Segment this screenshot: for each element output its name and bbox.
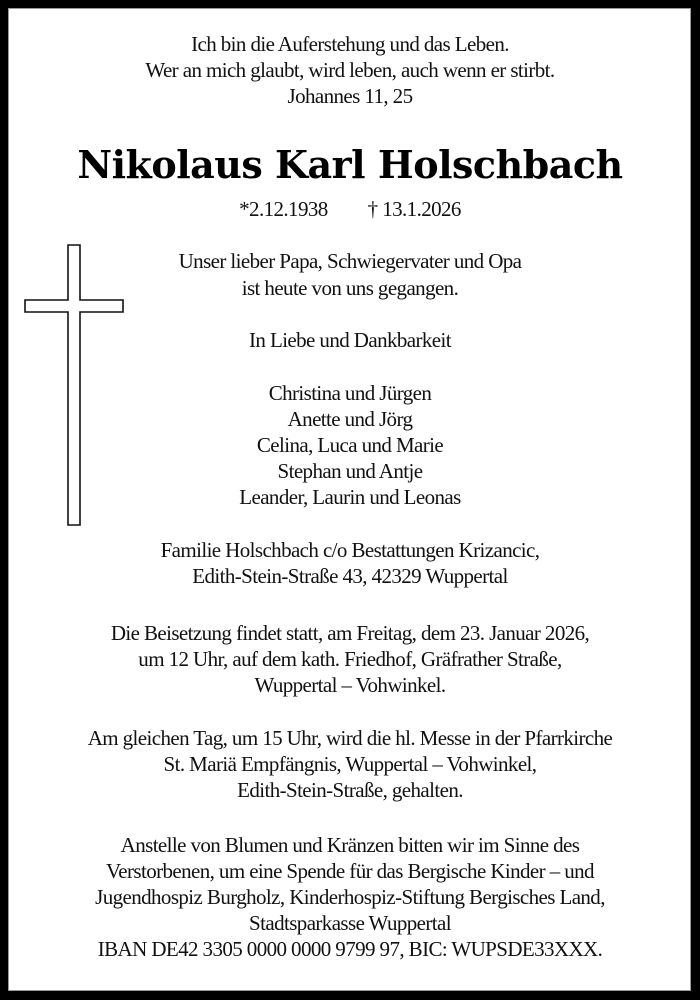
- mass-line: St. Mariä Empfängnis, Wuppertal – Vohwinkel,: [163, 752, 537, 776]
- bank-details: IBAN DE42 3305 0000 0000 9799 97, BIC: WUPSDE33XXX.: [97, 937, 603, 961]
- announcement-line: Unser lieber Papa, Schwiegervater und Opa: [178, 249, 522, 273]
- verse-reference: Johannes 11, 25: [287, 84, 413, 108]
- verse-line: Ich bin die Auferstehung und das Leben.: [191, 32, 509, 56]
- life-dates: [0, 196, 700, 222]
- donation-line: Stadtsparkasse Wuppertal: [249, 911, 451, 935]
- mass-line: Edith-Stein-Straße, gehalten.: [237, 778, 463, 802]
- mourner: Leander, Laurin und Leonas: [239, 485, 461, 509]
- burial-line: Die Beisetzung findet statt, am Freitag, dem 23. Januar 2026,: [110, 621, 590, 645]
- birth-date: *2.12.1938: [239, 197, 328, 221]
- burial-line: um 12 Uhr, auf dem kath. Friedhof, Gräfrather Straße,: [138, 647, 562, 671]
- mourner: Celina, Luca und Marie: [256, 433, 444, 457]
- verse-line: Wer an mich glaubt, wird leben, auch wenn er stirbt.: [145, 58, 555, 82]
- announcement-line: ist heute von uns gegangen.: [241, 276, 459, 300]
- deceased-name: Nikolaus Karl Holschbach: [77, 142, 623, 187]
- burial-line: Wuppertal – Vohwinkel.: [254, 673, 446, 697]
- dagger-icon: †: [367, 197, 378, 221]
- farewell-text: In Liebe und Dankbarkeit: [249, 328, 451, 352]
- mourner: Anette und Jörg: [287, 407, 413, 431]
- contact-line: Familie Holschbach c/o Bestattungen Krizancic,: [160, 538, 540, 562]
- donation-line: Jugendhospiz Burgholz, Kinderhospiz-Stiftung Bergisches Land,: [95, 885, 605, 909]
- mourner: Stephan und Antje: [277, 459, 423, 483]
- mourner: Christina und Jürgen: [268, 381, 432, 405]
- death-date: 13.1.2026: [382, 197, 461, 221]
- donation-line: Verstorbenen, um eine Spende für das Bergische Kinder – und: [106, 859, 594, 883]
- donation-line: Anstelle von Blumen und Kränzen bitten wir im Sinne des: [120, 833, 580, 857]
- mass-line: Am gleichen Tag, um 15 Uhr, wird die hl. Messe in der Pfarrkirche: [87, 726, 613, 750]
- contact-line: Edith-Stein-Straße 43, 42329 Wuppertal: [192, 564, 508, 588]
